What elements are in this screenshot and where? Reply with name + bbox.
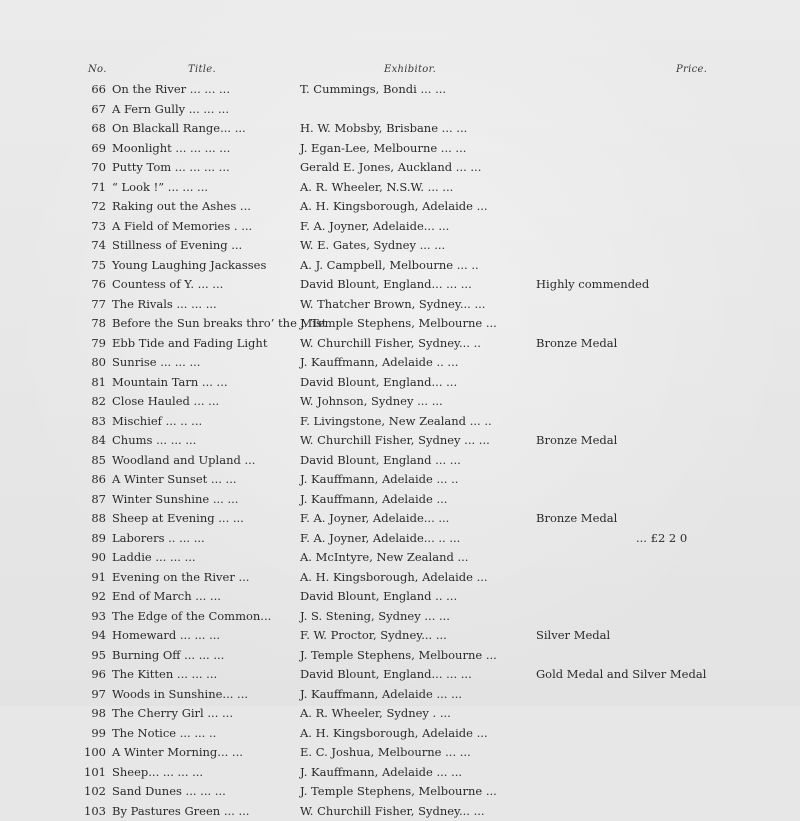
entry-exhibitor: F. W. Proctor, Sydney... ... xyxy=(300,626,530,646)
entry-award: Highly commended xyxy=(536,275,736,295)
entry-title: Raking out the Ashes ... xyxy=(112,197,302,217)
entry-title: Mischief ... .. ... xyxy=(112,412,302,432)
entry-title: A Winter Sunset ... ... xyxy=(112,470,302,490)
entry-exhibitor: A. H. Kingsborough, Adelaide ... xyxy=(300,724,530,744)
entry-number: 67 xyxy=(82,100,106,120)
entry-number: 72 xyxy=(82,197,106,217)
entry-exhibitor: J. Temple Stephens, Melbourne ... xyxy=(300,782,530,802)
catalogue-row xyxy=(0,607,800,627)
catalogue-row xyxy=(0,568,800,588)
entry-title: Winter Sunshine ... ... xyxy=(112,490,302,510)
catalogue-row xyxy=(0,158,800,178)
entry-exhibitor: J. S. Stening, Sydney ... ... xyxy=(300,607,530,627)
entry-number: 80 xyxy=(82,353,106,373)
entry-number: 71 xyxy=(82,178,106,198)
catalogue-row xyxy=(0,256,800,276)
catalogue-row xyxy=(0,490,800,510)
entry-number: 90 xyxy=(82,548,106,568)
catalogue-row xyxy=(0,724,800,744)
entry-number: 70 xyxy=(82,158,106,178)
entry-title: Ebb Tide and Fading Light xyxy=(112,334,302,354)
entry-title: A Field of Memories . ... xyxy=(112,217,302,237)
catalogue-row xyxy=(0,431,800,451)
entry-award: Bronze Medal xyxy=(536,334,736,354)
entry-number: 66 xyxy=(82,80,106,100)
entry-number: 98 xyxy=(82,704,106,724)
entry-exhibitor: David Blount, England... ... ... xyxy=(300,275,530,295)
entry-title: On the River ... ... ... xyxy=(112,80,302,100)
entry-exhibitor: F. A. Joyner, Adelaide... ... xyxy=(300,217,530,237)
catalogue-row xyxy=(0,100,800,120)
entry-exhibitor: W. Thatcher Brown, Sydney... ... xyxy=(300,295,530,315)
entry-number: 77 xyxy=(82,295,106,315)
entry-number: 86 xyxy=(82,470,106,490)
entry-exhibitor: A. H. Kingsborough, Adelaide ... xyxy=(300,568,530,588)
entry-number: 78 xyxy=(82,314,106,334)
entry-exhibitor: David Blount, England... ... ... xyxy=(300,665,530,685)
entry-title: The Cherry Girl ... ... xyxy=(112,704,302,724)
entry-title: Close Hauled ... ... xyxy=(112,392,302,412)
entry-title: “ Look !” ... ... ... xyxy=(112,178,302,198)
catalogue-row xyxy=(0,704,800,724)
catalogue-row xyxy=(0,470,800,490)
entry-award: Gold Medal and Silver Medal xyxy=(536,665,736,685)
entry-price: ... £2 2 0 xyxy=(636,529,726,549)
catalogue-row xyxy=(0,782,800,802)
entry-award: Bronze Medal xyxy=(536,431,736,451)
entry-exhibitor: J. Kauffmann, Adelaide ... .. xyxy=(300,470,530,490)
catalogue-row xyxy=(0,685,800,705)
entry-exhibitor: E. C. Joshua, Melbourne ... ... xyxy=(300,743,530,763)
entry-title: Sheep at Evening ... ... xyxy=(112,509,302,529)
catalogue-row xyxy=(0,334,800,354)
entry-title: Sand Dunes ... ... ... xyxy=(112,782,302,802)
entry-exhibitor: T. Cummings, Bondi ... ... xyxy=(300,80,530,100)
entry-exhibitor: W. Churchill Fisher, Sydney... .. xyxy=(300,334,530,354)
entry-number: 88 xyxy=(82,509,106,529)
catalogue-row xyxy=(0,119,800,139)
entry-number: 103 xyxy=(82,802,106,821)
entry-number: 91 xyxy=(82,568,106,588)
catalogue-row xyxy=(0,763,800,783)
entry-title: Sheep... ... ... ... xyxy=(112,763,302,783)
entry-number: 73 xyxy=(82,217,106,237)
catalogue-row xyxy=(0,353,800,373)
entry-number: 92 xyxy=(82,587,106,607)
entry-title: Young Laughing Jackasses xyxy=(112,256,302,276)
entry-title: The Notice ... ... .. xyxy=(112,724,302,744)
catalogue-row xyxy=(0,646,800,666)
entry-award: Silver Medal xyxy=(536,626,736,646)
entry-title: By Pastures Green ... ... xyxy=(112,802,302,821)
entry-title: Woodland and Upland ... xyxy=(112,451,302,471)
entry-exhibitor: H. W. Mobsby, Brisbane ... ... xyxy=(300,119,530,139)
entry-title: Laborers .. ... ... xyxy=(112,529,302,549)
catalogue-row xyxy=(0,139,800,159)
entry-number: 74 xyxy=(82,236,106,256)
entry-exhibitor: J. Kauffmann, Adelaide ... ... xyxy=(300,685,530,705)
entry-number: 94 xyxy=(82,626,106,646)
entry-exhibitor: A. R. Wheeler, N.S.W. ... ... xyxy=(300,178,530,198)
entry-exhibitor: W. Johnson, Sydney ... ... xyxy=(300,392,530,412)
entry-number: 95 xyxy=(82,646,106,666)
entry-exhibitor: A. R. Wheeler, Sydney . ... xyxy=(300,704,530,724)
entry-exhibitor: A. J. Campbell, Melbourne ... .. xyxy=(300,256,530,276)
entry-exhibitor: W. Churchill Fisher, Sydney ... ... xyxy=(300,431,530,451)
entry-number: 85 xyxy=(82,451,106,471)
entry-number: 76 xyxy=(82,275,106,295)
entry-number: 100 xyxy=(82,743,106,763)
entry-title: On Blackall Range... ... xyxy=(112,119,302,139)
entry-number: 69 xyxy=(82,139,106,159)
entry-exhibitor: J. Kauffmann, Adelaide .. ... xyxy=(300,353,530,373)
entry-number: 101 xyxy=(82,763,106,783)
entry-title: Mountain Tarn ... ... xyxy=(112,373,302,393)
catalogue-row xyxy=(0,509,800,529)
entry-number: 96 xyxy=(82,665,106,685)
catalogue-row xyxy=(0,197,800,217)
entry-title: A Fern Gully ... ... ... xyxy=(112,100,302,120)
entry-title: Homeward ... ... ... xyxy=(112,626,302,646)
entry-number: 81 xyxy=(82,373,106,393)
entry-exhibitor: F. A. Joyner, Adelaide... ... xyxy=(300,509,530,529)
entry-title: The Kitten ... ... ... xyxy=(112,665,302,685)
entry-exhibitor: J. Kauffmann, Adelaide ... xyxy=(300,490,530,510)
entry-award: Bronze Medal xyxy=(536,509,736,529)
entry-number: 68 xyxy=(82,119,106,139)
entry-number: 83 xyxy=(82,412,106,432)
header-no: No. xyxy=(88,64,107,75)
entry-title: Stillness of Evening ... xyxy=(112,236,302,256)
header-price: Price. xyxy=(676,64,707,75)
entry-number: 102 xyxy=(82,782,106,802)
entry-title: Moonlight ... ... ... ... xyxy=(112,139,302,159)
entry-exhibitor: Gerald E. Jones, Auckland ... ... xyxy=(300,158,530,178)
entry-exhibitor: David Blount, England... ... xyxy=(300,373,530,393)
entry-title: Chums ... ... ... xyxy=(112,431,302,451)
entry-number: 82 xyxy=(82,392,106,412)
catalogue-list xyxy=(0,80,800,821)
catalogue-row xyxy=(0,80,800,100)
entry-title: A Winter Morning... ... xyxy=(112,743,302,763)
header-exhibitor: Exhibitor. xyxy=(384,64,436,75)
entry-title: The Edge of the Common... xyxy=(112,607,302,627)
entry-title: Before the Sun breaks thro’ the Mist xyxy=(112,314,302,334)
entry-title: The Rivals ... ... ... xyxy=(112,295,302,315)
entry-exhibitor: W. E. Gates, Sydney ... ... xyxy=(300,236,530,256)
entry-exhibitor: David Blount, England .. ... xyxy=(300,587,530,607)
entry-exhibitor: J. Egan-Lee, Melbourne ... ... xyxy=(300,139,530,159)
entry-exhibitor: David Blount, England ... ... xyxy=(300,451,530,471)
entry-exhibitor: A. McIntyre, New Zealand ... xyxy=(300,548,530,568)
catalogue-row xyxy=(0,275,800,295)
entry-number: 84 xyxy=(82,431,106,451)
header-title: Title. xyxy=(188,64,216,75)
catalogue-row xyxy=(0,587,800,607)
catalogue-row xyxy=(0,802,800,821)
entry-exhibitor: W. Churchill Fisher, Sydney... ... xyxy=(300,802,530,821)
catalogue-row xyxy=(0,665,800,685)
entry-exhibitor: A. H. Kingsborough, Adelaide ... xyxy=(300,197,530,217)
catalogue-row xyxy=(0,743,800,763)
entry-title: Putty Tom ... ... ... ... xyxy=(112,158,302,178)
entry-title: Countess of Y. ... ... xyxy=(112,275,302,295)
entry-title: Woods in Sunshine... ... xyxy=(112,685,302,705)
entry-number: 75 xyxy=(82,256,106,276)
catalogue-row xyxy=(0,314,800,334)
entry-number: 89 xyxy=(82,529,106,549)
entry-number: 93 xyxy=(82,607,106,627)
entry-number: 87 xyxy=(82,490,106,510)
entry-title: Sunrise ... ... ... xyxy=(112,353,302,373)
entry-number: 79 xyxy=(82,334,106,354)
catalogue-row xyxy=(0,178,800,198)
catalogue-row xyxy=(0,412,800,432)
catalogue-row xyxy=(0,217,800,237)
catalogue-row xyxy=(0,529,800,549)
entry-exhibitor: J. Temple Stephens, Melbourne ... xyxy=(300,314,530,334)
entry-title: Evening on the River ... xyxy=(112,568,302,588)
entry-exhibitor: J. Kauffmann, Adelaide ... ... xyxy=(300,763,530,783)
entry-title: Laddie ... ... ... xyxy=(112,548,302,568)
entry-number: 97 xyxy=(82,685,106,705)
catalogue-row xyxy=(0,626,800,646)
entry-title: Burning Off ... ... ... xyxy=(112,646,302,666)
catalogue-row xyxy=(0,451,800,471)
catalogue-row xyxy=(0,295,800,315)
catalogue-row xyxy=(0,548,800,568)
entry-title: End of March ... ... xyxy=(112,587,302,607)
entry-number: 99 xyxy=(82,724,106,744)
catalogue-row xyxy=(0,236,800,256)
entry-exhibitor: F. Livingstone, New Zealand ... .. xyxy=(300,412,530,432)
entry-exhibitor: F. A. Joyner, Adelaide... .. ... xyxy=(300,529,530,549)
catalogue-row xyxy=(0,373,800,393)
catalogue-row xyxy=(0,392,800,412)
entry-exhibitor: J. Temple Stephens, Melbourne ... xyxy=(300,646,530,666)
